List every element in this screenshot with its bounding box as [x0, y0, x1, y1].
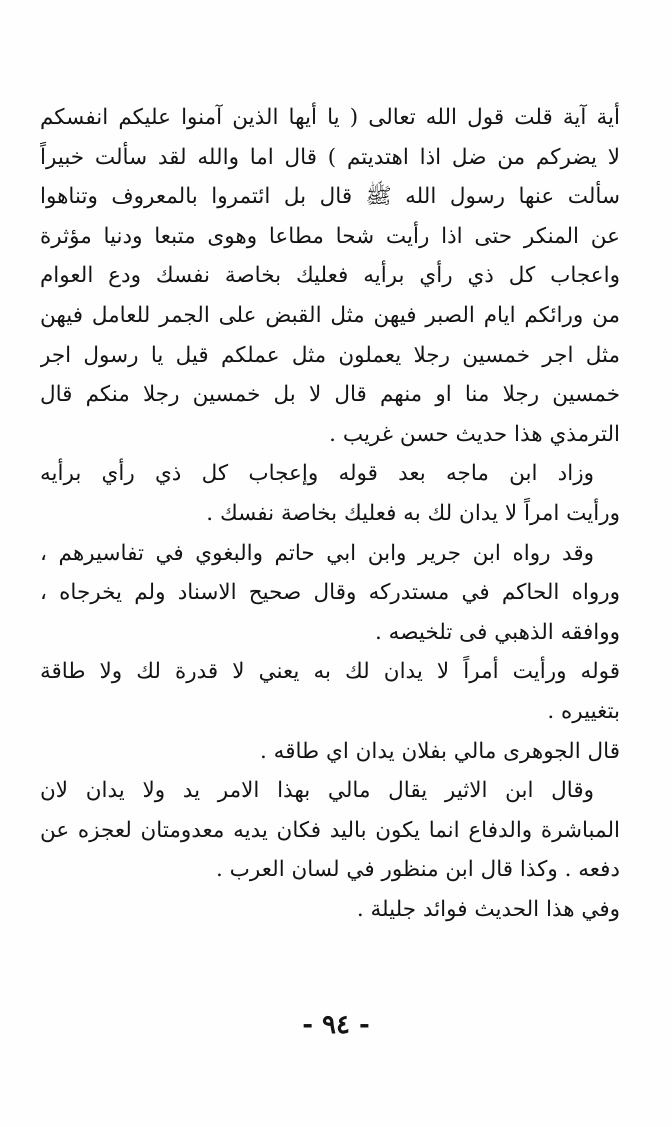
text-line: وزاد ابن ماجه بعد قوله وإعجاب كل ذي رأي برأيه — [40, 461, 594, 487]
text-line: عن المنكر حتى اذا رأيت شحا مطاعا وهوى متبعا ودنيا مؤثرة — [40, 223, 620, 249]
text-line: دفعه . وكذا قال ابن منظور في لسان العرب . — [216, 857, 620, 883]
text-line: وقال ابن الاثير يقال مالي بهذا الامر يد ولا يدان لان — [40, 778, 594, 804]
paragraph-3 — [40, 534, 620, 653]
text-line: مثل اجر خمسين رجلا يعملون مثل عملكم قيل يا رسول اجر — [40, 342, 620, 368]
text-line: ووافقه الذهبي فى تلخيصه . — [375, 619, 620, 645]
text-line: ورأيت امراً لا يدان لك به فعليك بخاصة نفسك . — [206, 500, 620, 526]
page-number: - ٩٤ - — [302, 1010, 370, 1040]
text-line: وفي هذا الحديث فوائد جليلة . — [356, 896, 620, 922]
paragraph-4 — [40, 652, 620, 731]
body-text — [40, 98, 620, 929]
text-line: خمسين رجلا منا او منهم قال لا بل خمسين رجلا منكم قال — [40, 382, 620, 408]
text-line: وقد رواه ابن جرير وابن ابي حاتم والبغوي في تفاسيرهم ، — [40, 540, 594, 566]
text-line: الترمذي هذا حديث حسن غريب . — [329, 421, 620, 447]
text-line: قال الجوهرى مالي بفلان يدان اي طاقه . — [260, 738, 620, 764]
text-line: المباشرة والدفاع انما يكون باليد فكان يديه معدومتان لعجزه عن — [40, 817, 620, 843]
text-line: ورواه الحاكم في مستدركه وقال صحيح الاسناد ولم يخرجاه ، — [40, 580, 620, 606]
paragraph-1 — [40, 98, 620, 454]
text-line: بتغييره . — [547, 698, 620, 724]
paragraph-6 — [40, 771, 620, 929]
paragraph-5 — [40, 732, 620, 772]
text-line: أية آية قلت قول الله تعالى ( يا أيها الذين آمنوا عليكم انفسكم — [40, 105, 620, 130]
text-line: واعجاب كل ذي رأي برأيه فعليك بخاصة نفسك ودع العوام — [40, 263, 620, 289]
text-line: سألت عنها رسول الله ﷺ قال بل ائتمروا بالمعروف وتناهوا — [40, 184, 620, 210]
text-line: من ورائكم ايام الصبر فيهن مثل القبض على الجمر للعامل فيهن — [40, 302, 620, 328]
text-line: قوله ورأيت أمراً لا يدان لك به يعني لا قدرة لك ولا طاقة — [40, 659, 620, 685]
paragraph-2 — [40, 454, 620, 533]
text-line: لا يضركم من ضل اذا اهتديتم ) قال اما والله لقد سألت خبيراً — [40, 144, 620, 170]
